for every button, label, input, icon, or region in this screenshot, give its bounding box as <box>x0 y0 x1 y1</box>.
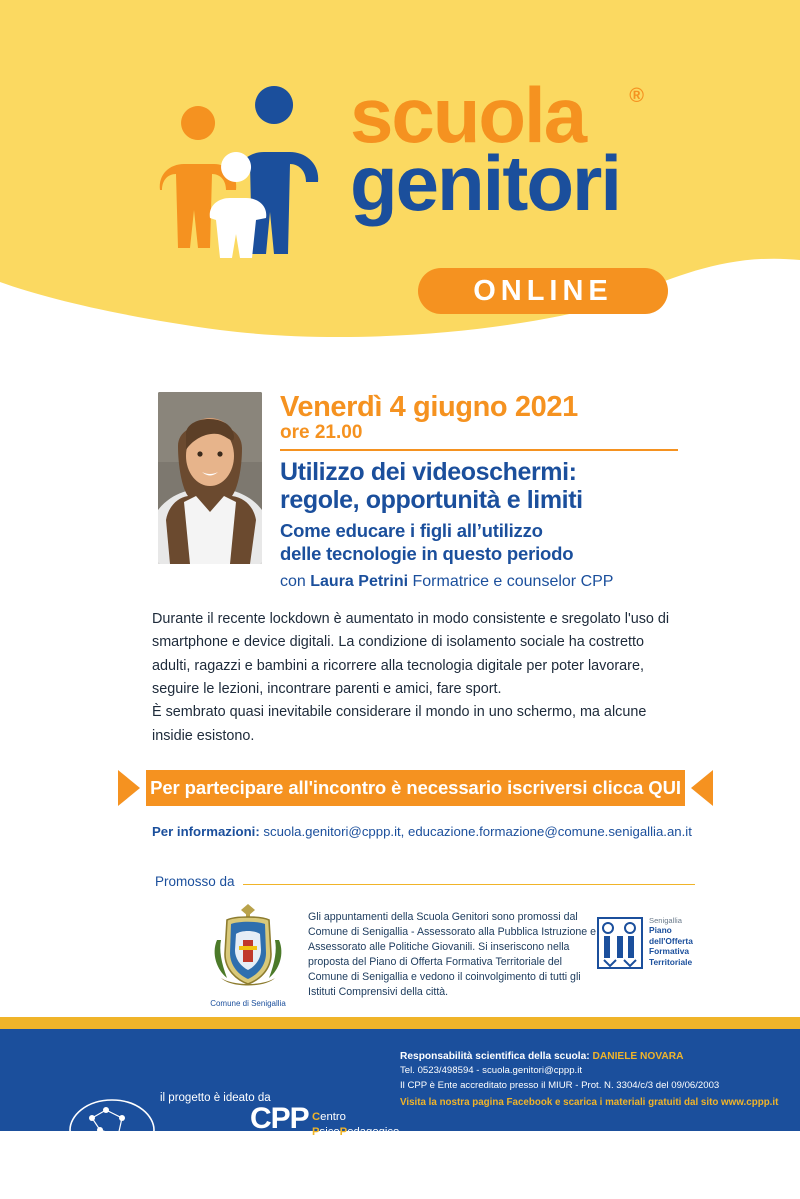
promoters-row <box>200 900 720 1010</box>
pof-mark-icon <box>596 916 644 970</box>
footer-resp-line: Responsabilità scientifica della scuola: DANIELE NOVARA <box>400 1051 684 1063</box>
crest-caption: Comune di Senigallia <box>210 999 286 1008</box>
event-speaker <box>280 573 678 591</box>
event-subtitle-line1: Come educare i figli all’utilizzo <box>280 520 543 542</box>
registration-cta <box>118 770 713 806</box>
scuola-genitori-logo <box>140 71 680 328</box>
event-time: ore 21.00 <box>280 422 678 451</box>
cpp-tagline-line1: Centro PsicoPedagogico <box>312 1111 400 1138</box>
coat-of-arms-icon <box>205 900 291 992</box>
description-paragraph-2: È sembrato quasi inevitabile considerare il mondo in uno schermo, ma alcune insidie esistono. <box>152 704 647 744</box>
pof-line2: dell'Offerta <box>649 935 693 946</box>
contact-info-emails[interactable]: scuola.genitori@cppp.it, educazione.formazione@comune.senigallia.an.it <box>263 824 692 839</box>
speaker-prefix: con <box>280 572 311 590</box>
event-title-line2: regole, opportunità e limiti <box>280 486 583 515</box>
pof-city: Senigallia <box>649 916 682 925</box>
footer <box>0 1029 800 1198</box>
municipality-crest <box>200 900 296 1008</box>
pof-line1: Piano <box>649 925 672 936</box>
event-subtitle <box>280 520 678 564</box>
online-badge: ONLINE <box>418 268 668 314</box>
triangle-left-icon <box>118 770 140 806</box>
promoted-text: Gli appuntamenti della Scuola Genitori sono promossi dal Comune di Senigallia - Assessorato alla Pubblica Istruzione e Assessorato alle Politiche Giovanili. Si inseriscono nella proposta del Piano di Offerta Formativa Territoriale del Comune di Senigallia e vedono il coinvolgimento di tutti gli Istituti Comprensivi della città. <box>308 911 596 999</box>
promoted-label: Promosso da <box>155 874 243 889</box>
footer-facebook-line[interactable]: Visita la nostra pagina Facebook e scarica i materiali gratuiti dal sito www.cppp.it <box>400 1097 779 1109</box>
pof-line4: Territoriale <box>649 956 693 967</box>
description-paragraph-1: Durante il recente lockdown è aumentato in modo consistente e sregolato l'uso di smartphone e device digitali. La condizione di isolamento sociale ha costretto adulti, ragazzi e bambini a ricorrere alla tecnologia digitale per poter lavorare, seguire le lezioni, incontrare parenti e amici, fare sport. <box>152 611 670 697</box>
register-link[interactable]: Per partecipare all'incontro è necessario iscriversi clicca QUI <box>146 770 685 806</box>
city-vertical-label <box>736 0 800 250</box>
logo-word-genitori: genitori <box>350 138 620 227</box>
registered-trademark-icon: ® <box>629 85 642 107</box>
speaker-role: Formatrice e counselor CPP <box>408 572 614 590</box>
cpp-tagline-line3: la gestione dei conflitti <box>312 1170 385 1198</box>
footer-ideato-label: il progetto è ideato da <box>160 1092 271 1104</box>
event-title-line1: Utilizzo dei videoschermi: <box>280 458 577 487</box>
pof-text <box>649 916 693 970</box>
triangle-right-icon <box>691 770 713 806</box>
logo-word-scuola: scuola ® <box>350 71 642 159</box>
event-subtitle-line2: delle tecnologie in questo periodo <box>280 542 574 564</box>
contact-info <box>152 824 712 839</box>
event-title <box>280 458 678 514</box>
cpp-tagline-line2: per l’educazione e <box>312 1140 395 1168</box>
cpp-mark-icon <box>66 1096 158 1162</box>
event-details <box>158 392 678 591</box>
footer-gold-strip <box>0 1017 800 1029</box>
logo-wordmark <box>350 71 642 227</box>
cpp-acronym: CPP <box>250 1102 309 1135</box>
logo-figures-icon <box>140 78 340 278</box>
cpp-tagline <box>312 1110 400 1199</box>
speaker-name: Laura Petrini <box>310 572 409 590</box>
footer-accreditation: Il CPP è Ente accreditato presso il MIUR - Prot. N. 3304/c/3 del 09/06/2003 <box>400 1079 720 1091</box>
event-date: Venerdì 4 giugno 2021 <box>280 391 578 423</box>
footer-scientific-info <box>400 1049 800 1111</box>
speaker-photo <box>158 392 262 564</box>
pof-logo <box>596 900 716 970</box>
event-description <box>152 608 672 748</box>
contact-info-label: Per informazioni: <box>152 824 260 839</box>
pof-line3: Formativa <box>649 946 690 957</box>
footer-contact: Tel. 0523/498594 - scuola.genitori@cppp.it <box>400 1065 583 1077</box>
